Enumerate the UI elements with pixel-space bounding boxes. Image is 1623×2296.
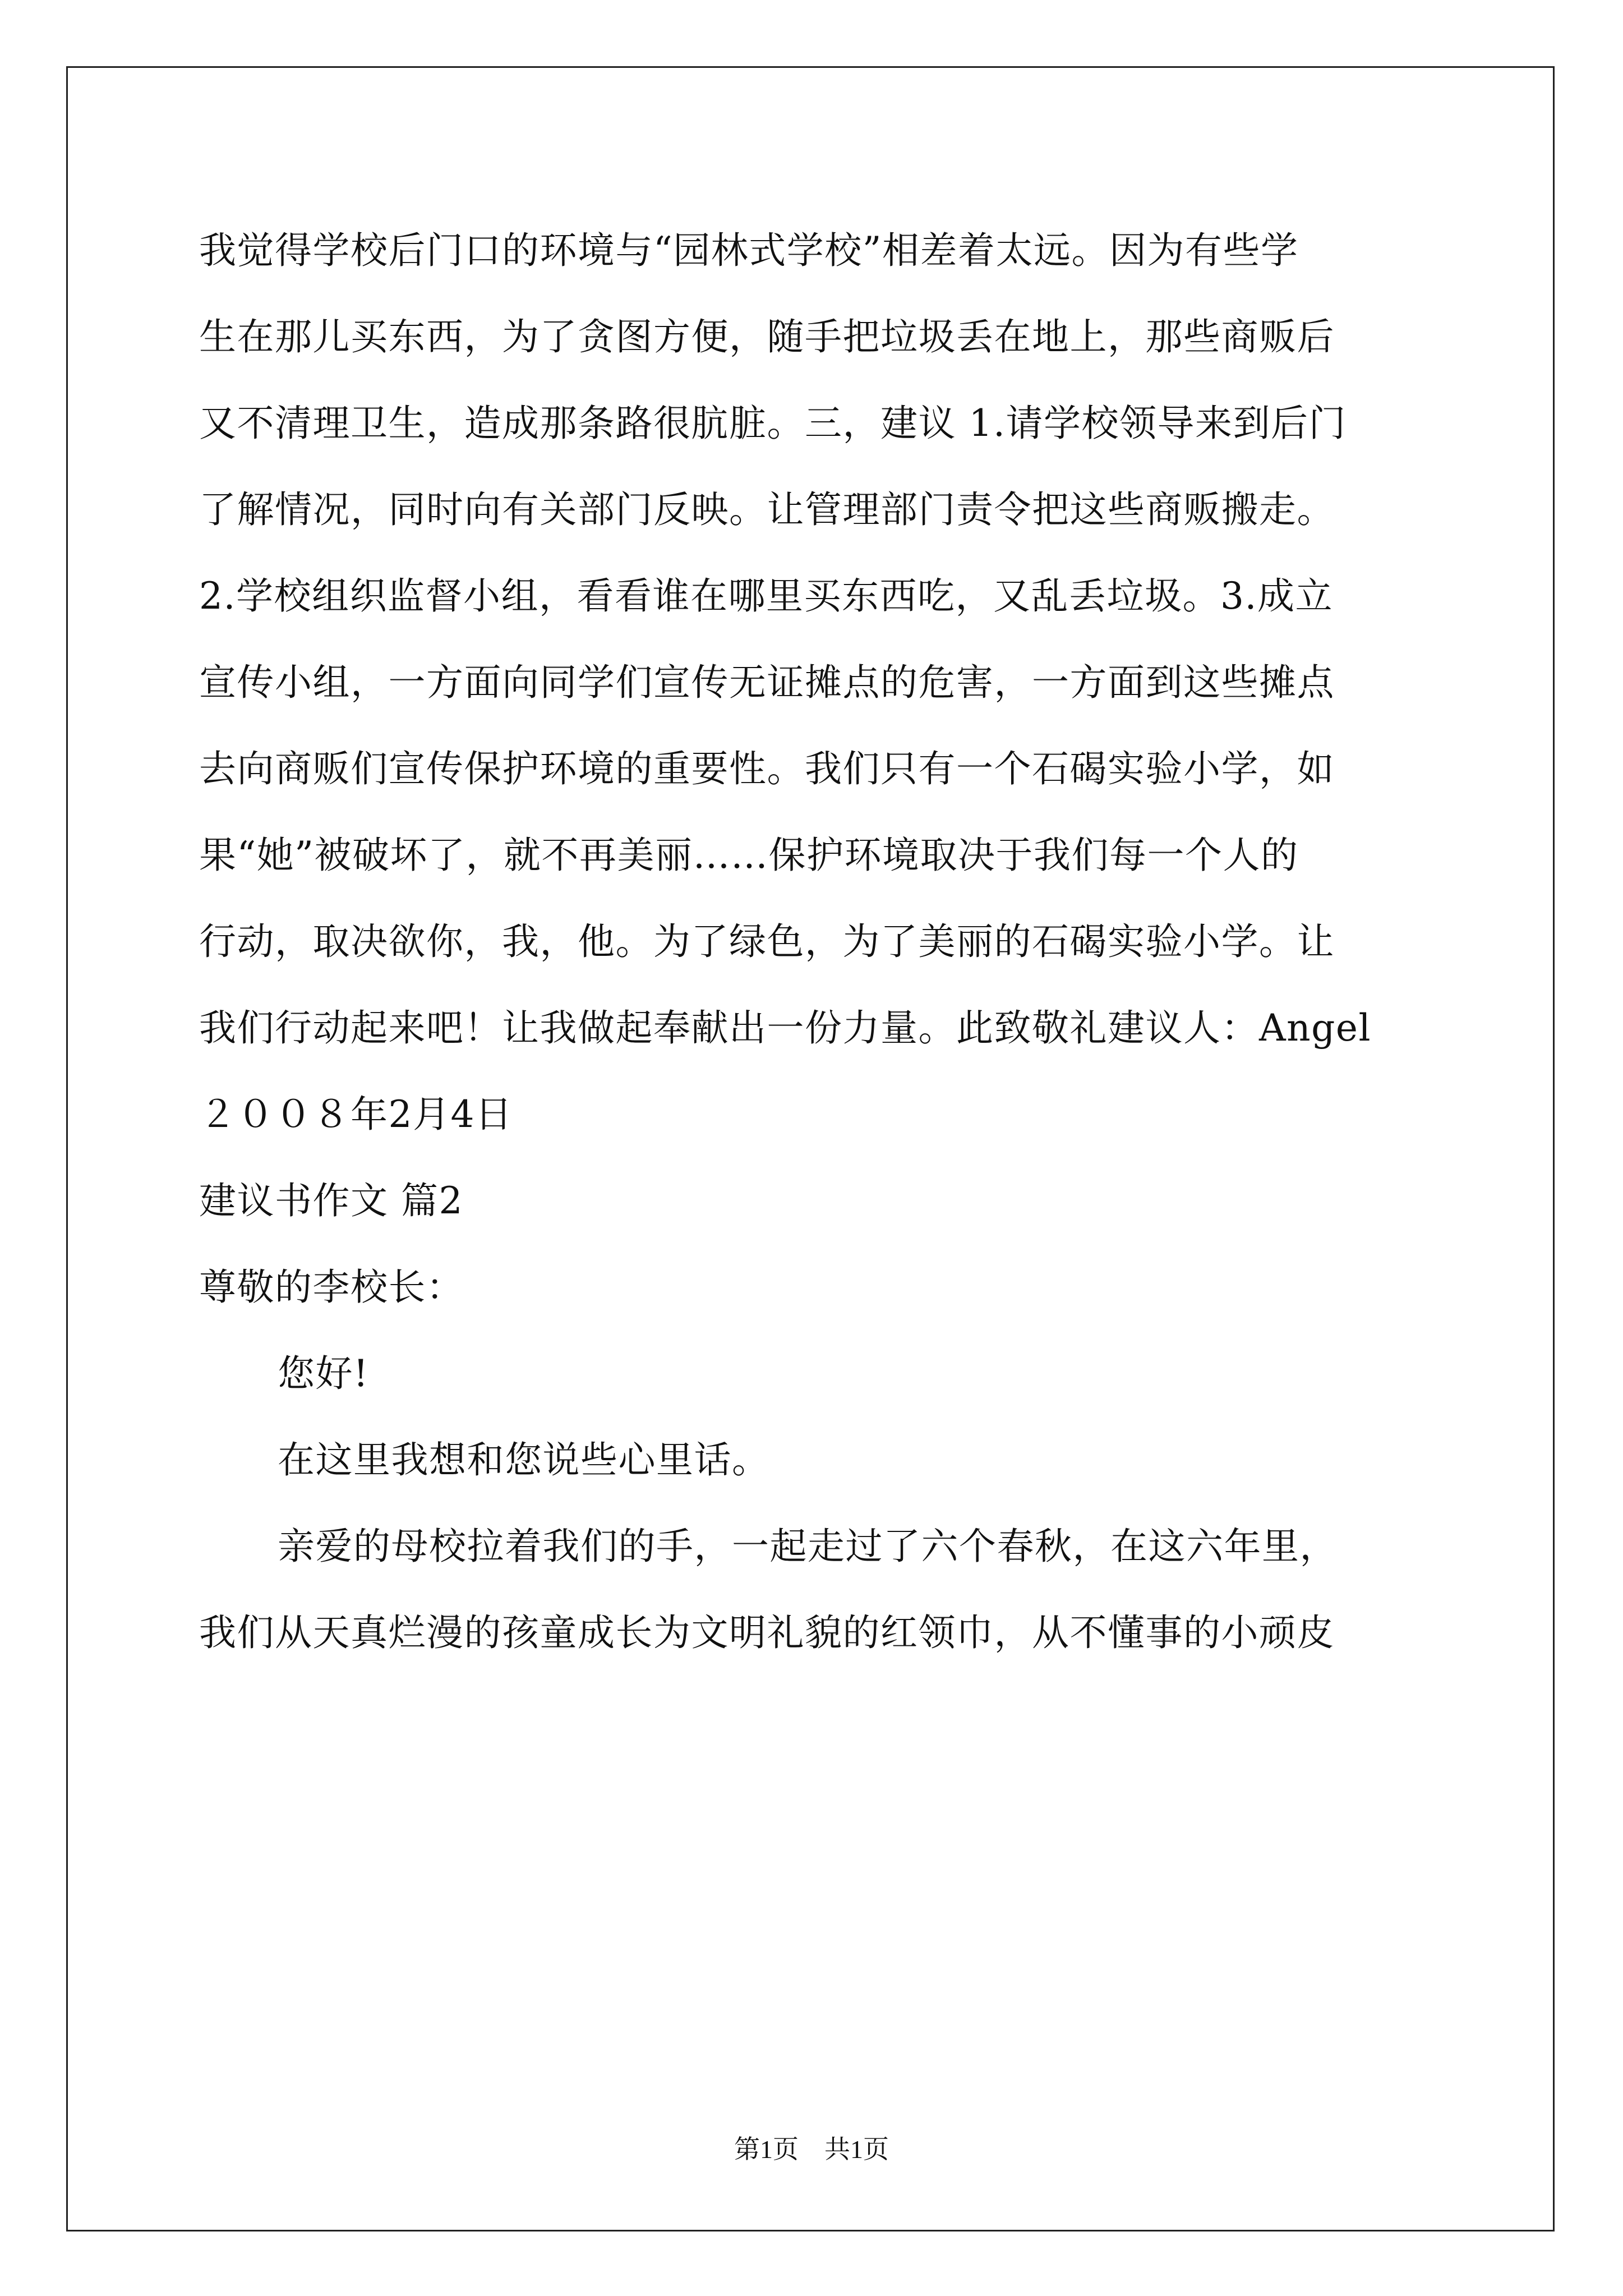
paragraph-line-2: 我们从天真烂漫的孩童成长为文明礼貌的红领巾，从不懂事的小顽皮: [199, 1611, 1335, 1654]
paragraph-intro: 在这里我想和您说些心里话。: [278, 1438, 770, 1481]
date-line: ２００８年2月4日: [199, 1093, 513, 1136]
text-line-3: 又不清理卫生，造成那条路很肮脏。三，建议 1.请学校领导来到后门: [199, 402, 1347, 445]
text-line-7: 去向商贩们宣传保护环境的重要性。我们只有一个石碣实验小学，如: [199, 747, 1335, 790]
text-line-8: 果“她”被破坏了，就不再美丽……保护环境取决于我们每一个人的: [199, 834, 1299, 877]
text-line-2: 生在那儿买东西，为了贪图方便，随手把垃圾丢在地上，那些商贩后: [199, 315, 1335, 358]
page-footer: 第1页 共1页: [734, 2135, 889, 2164]
section-heading: 建议书作文 篇2: [199, 1179, 463, 1222]
text-line-10: 我们行动起来吧！让我做起奉献出一份力量。此致敬礼建议人：Angel: [199, 1006, 1372, 1050]
document-body: [199, 208, 1433, 1676]
paragraph-line-1: 亲爱的母校拉着我们的手，一起走过了六个春秋，在这六年里，: [278, 1525, 1338, 1568]
text-line-9: 行动，取决欲你，我，他。为了绿色，为了美丽的石碣实验小学。让: [199, 920, 1335, 963]
text-line-4: 了解情况，同时向有关部门反映。让管理部门责令把这些商贩搬走。: [199, 488, 1335, 531]
salutation: 尊敬的李校长：: [199, 1266, 464, 1309]
text-line-1: 我觉得学校后门口的环境与“园林式学校”相差着太远。因为有些学: [199, 229, 1299, 272]
greeting: 您好!: [278, 1352, 370, 1395]
text-line-6: 宣传小组，一方面向同学们宣传无证摊点的危害，一方面到这些摊点: [199, 661, 1335, 704]
text-line-5: 2.学校组织监督小组，看看谁在哪里买东西吃，又乱丢垃圾。3.成立: [199, 574, 1333, 618]
